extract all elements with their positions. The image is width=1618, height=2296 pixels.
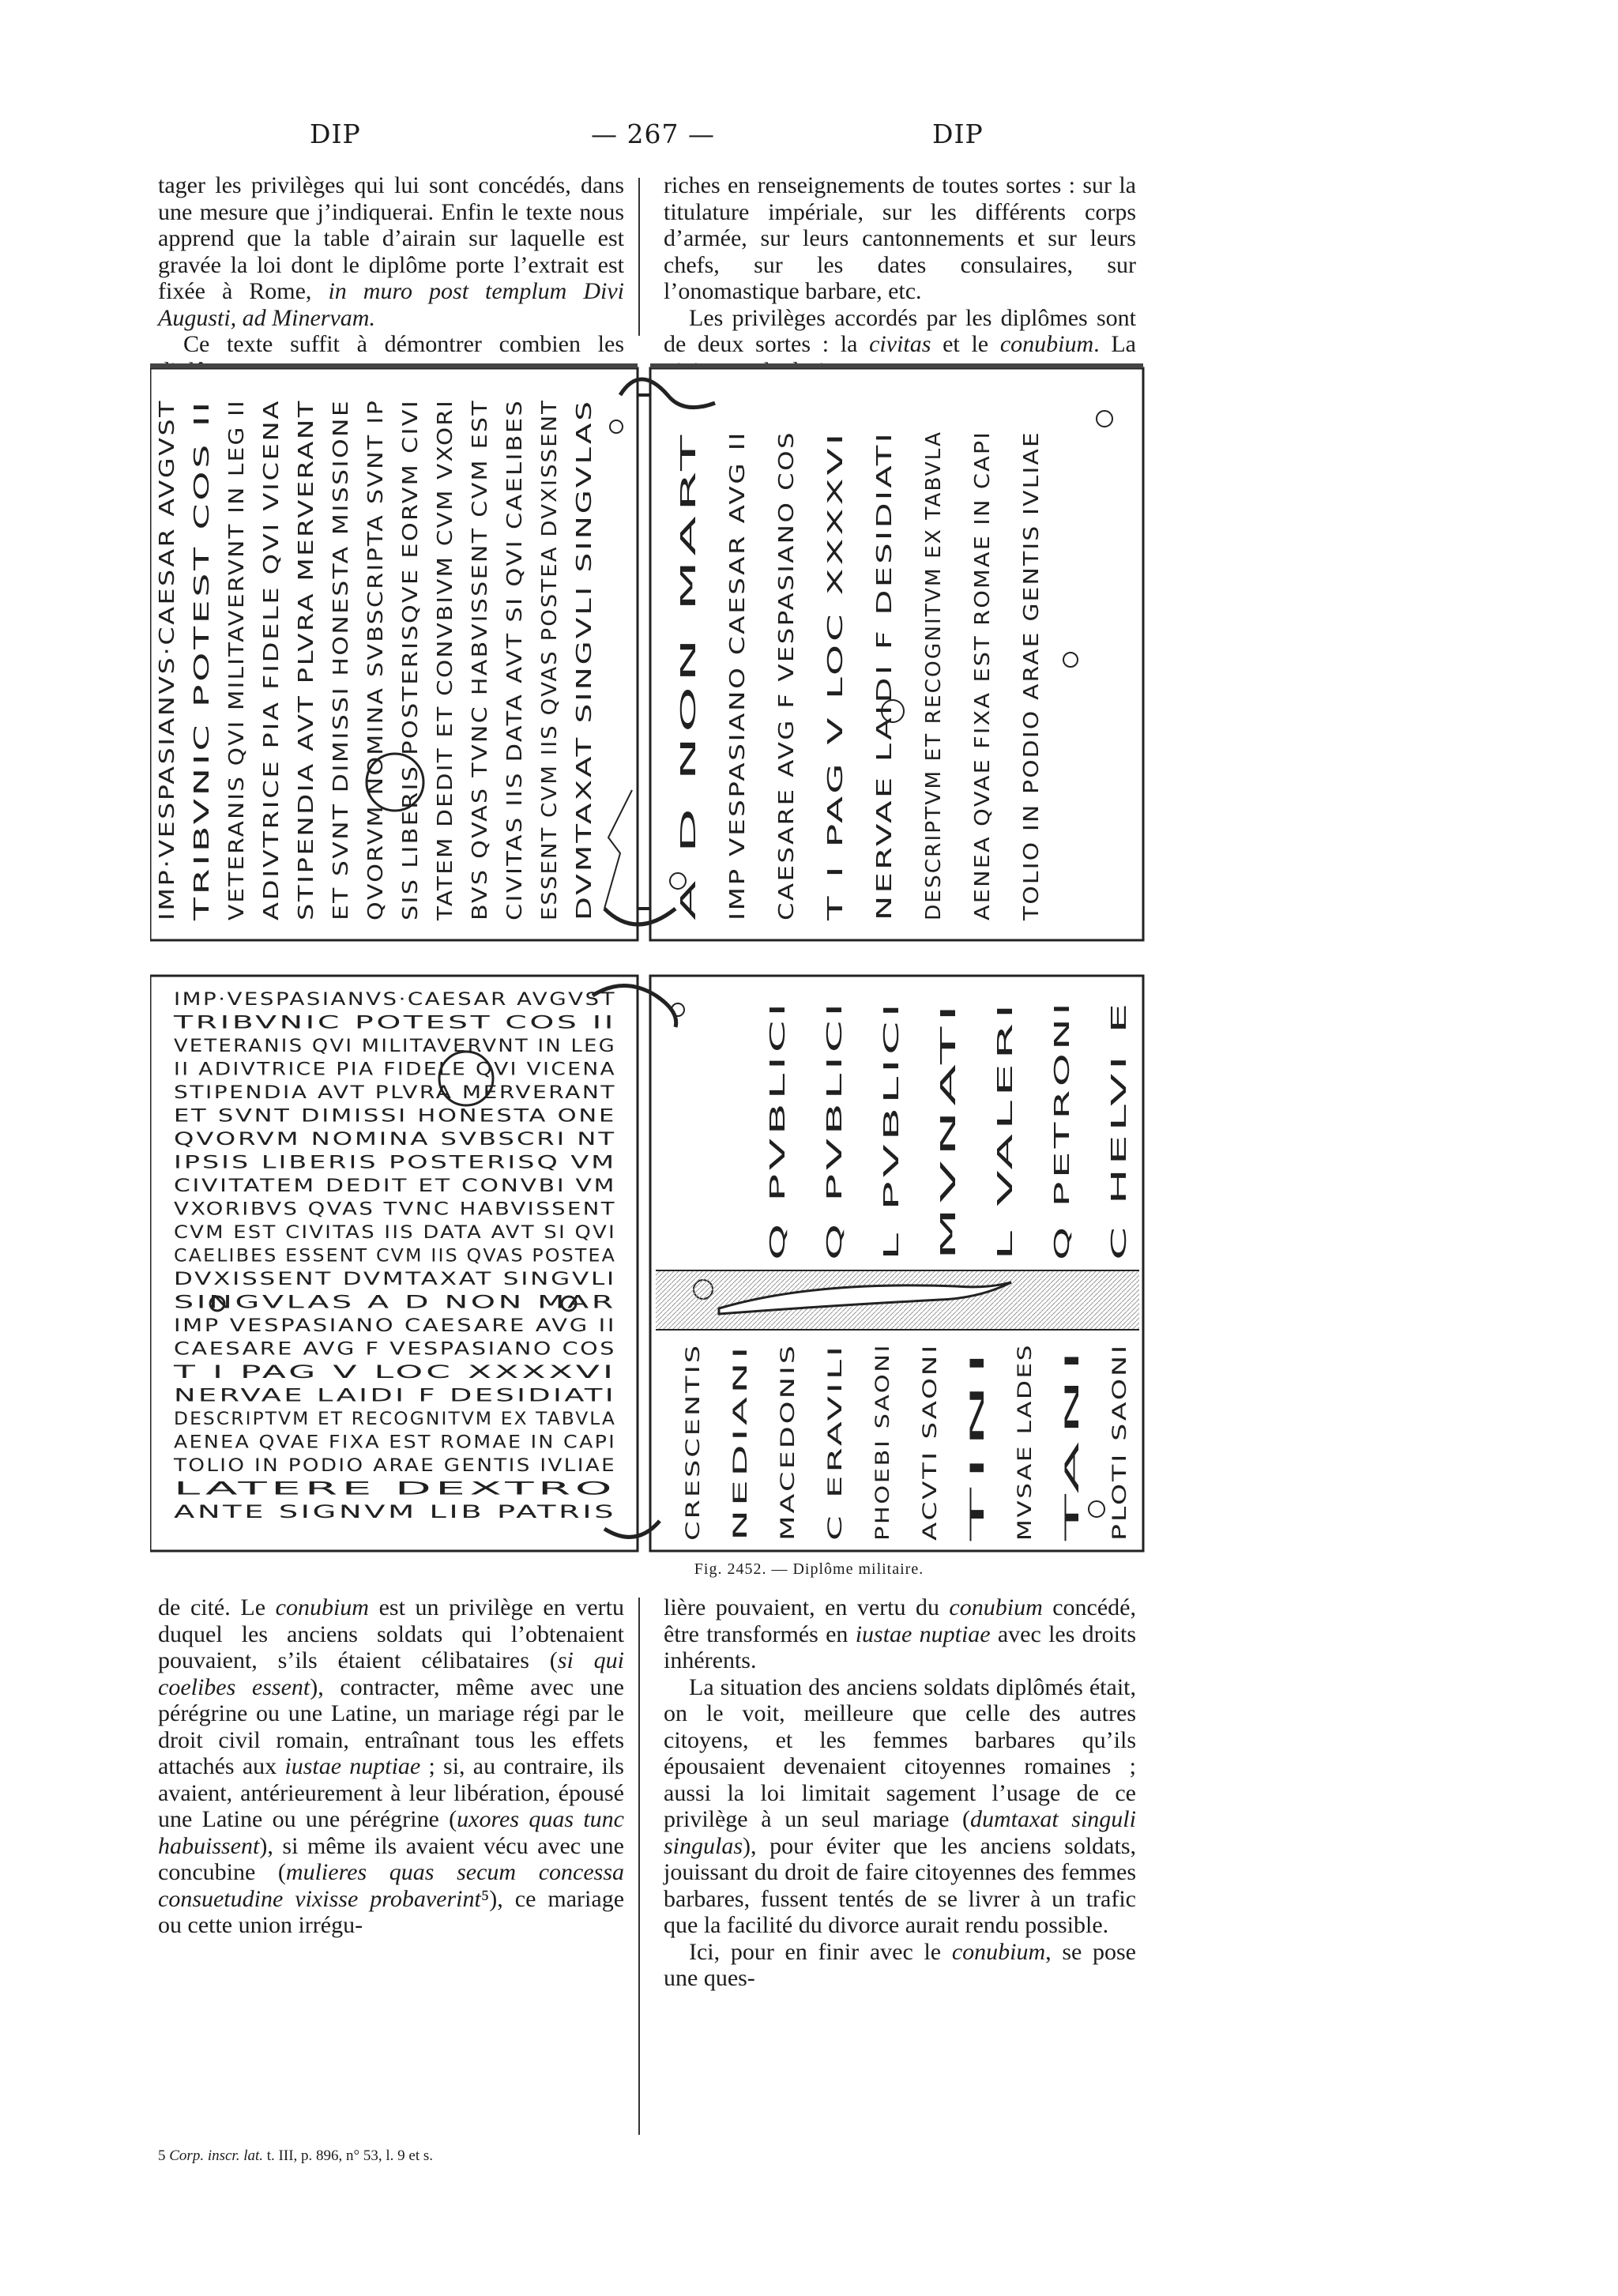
text-run: riches en renseignements de toutes sortes : sur la titulature impériale, sur les différents corps d’armée, sur leurs cantonnements et sur leurs chefs, sur les dates consulaires, sur l’onomastique barbare, etc. [664, 172, 1136, 304]
inscription-line: TRIBVNIC POTEST COS II [172, 1013, 616, 1033]
inscription-line: DESCRIPTVM ET RECOGNITVM EX TABVLA [174, 1410, 616, 1429]
inscription-line: AENEA QVAE FIXA EST ROMAE IN CAPI [971, 476, 995, 920]
paragraph [664, 1674, 1136, 1939]
italic-run: dumtaxat singuli singulas [664, 1806, 1136, 1859]
inscription-line: A D NON MART [677, 747, 701, 920]
inscription-line: TOLIO IN PODIO ARAE GENTIS IVLIAE [1020, 490, 1044, 920]
inscription-line: IMP VESPASIANO CAESARE AVG II [174, 1316, 616, 1336]
column-top-right [664, 172, 1136, 384]
italic-run: civitas [869, 331, 931, 357]
inscription-line: ESSENT CVM IIS QVAS POSTEA DVXISSENT [538, 426, 562, 920]
inscription-line: ADIVTRICE PIA FIDELE QVI VICENA [260, 518, 284, 920]
footnote [158, 2147, 433, 2165]
inscription-line: TINI [966, 1497, 988, 1541]
inscription-line: Q PETRONI [1051, 1133, 1074, 1260]
column-bottom-left [158, 1594, 624, 1939]
text-run: et le [931, 331, 1000, 357]
text-run: est un privilège en vertu duquel les anciens soldats qui l’obtenaient pouvaient, s’ils étaient célibataires ( [158, 1594, 624, 1673]
inscription-line: IMP VESPASIANO CAESAR AVG II [726, 546, 750, 920]
inscription-line: CIVITATEM DEDIT ET CONVBI VM [174, 1176, 616, 1196]
text-run: ⁵), ce mariage ou cette union irrégu- [158, 1885, 625, 1938]
inscription-line: NEDIANI [729, 1450, 751, 1541]
inscription-line: VETERANIS QVI MILITAVERVNT IN LEG II [225, 459, 249, 920]
italic-run: uxores quas tunc habuissent [158, 1806, 624, 1859]
inscription-line: SINGVLAS A D NON MAR [174, 1293, 616, 1313]
text-run: lière pouvaient, en vertu du [664, 1594, 950, 1620]
text-run: ), si même ils avaient vécu avec une concubine ( [158, 1832, 624, 1885]
rivet-hole [1089, 1501, 1104, 1517]
italic-run: conubium [951, 1938, 1046, 1965]
inscription-line: TRIBVNIC POTEST COS II [190, 634, 214, 920]
inscription-line: MVNATI [937, 1172, 961, 1260]
inscription-line: CAESARE AVG F VESPASIANO COS [174, 1339, 616, 1360]
inscription-line: SIS LIBERIS POSTERISQVE EORVM CIVI [399, 472, 423, 920]
text-run: Ici, pour en finir avec le [689, 1938, 952, 1965]
text-run: concédé, être transformés en [664, 1594, 1136, 1647]
text-run: ), pour éviter que les anciens soldats, jouissant du droit de faire citoyennes des femmes barbares, fussent tentés de se livrer à un trafic que la facilité du divorce aurait rendu possible. [664, 1832, 1136, 1938]
text-run: Les privilèges accordés par les diplômes sont de deux sortes : la [664, 304, 1136, 357]
inscription-line: IMP·VESPASIANVS·CAESAR AVGVST [174, 990, 616, 1010]
inscription-line: II ADIVTRICE PIA FIDELE QVI VICENA [174, 1060, 616, 1080]
plate-edge [650, 363, 1143, 368]
paragraph [664, 172, 1136, 305]
inscription-line: C ERAVILI [824, 1436, 846, 1541]
inscription-line: TATEM DEDIT ET CONVBIVM CVM VXORI [434, 458, 457, 920]
inscription-line: LATERE DEXTRO [174, 1479, 616, 1500]
inscription-line: L PVBLICI [880, 1149, 904, 1260]
rivet-hole [1097, 411, 1112, 427]
inscription-line: T I PAG V LOC XXXXVI [824, 664, 848, 920]
inscription-line: Q PVBLICI [823, 1144, 847, 1260]
inscription-line: DVMTAXAT SINGVLI SINGVLAS [573, 570, 596, 920]
inscription-line: ACVTI SAONI [919, 1401, 941, 1541]
text-run: tager les privilèges qui lui sont concédés, dans une mesure que j’indiquerai. Enfin le texte nous apprend que la table d’airain sur laquelle est gravée la loi dont le diplôme porte l’extrait est fixée à Rome, [158, 172, 624, 304]
inscription-line: NERVAE LAIDI F DESIDIATI [873, 615, 897, 920]
inscription-line: C HELVI E [1108, 1147, 1131, 1260]
italic-run: iustae nuptiae [284, 1753, 421, 1779]
text-run: avec les droits inhérents. [664, 1620, 1136, 1673]
inscription-line: BVS QVAS TVNC HABVISSENT CVM EST [468, 469, 492, 920]
text-run: 5 [158, 2147, 170, 2164]
inscription-line: DVXISSENT DVMTAXAT SINGVLI [174, 1270, 616, 1289]
plate-top-left [150, 368, 638, 940]
text-run: La situation des anciens soldats diplômés était, on le voit, meilleure que celle des autres citoyens, et les femmes barbares qu’ils épousaient devenaient citoyennes romaines ; aussi la loi limitait sagement l’usage de ce privilège à un seul mariage ( [664, 1673, 1136, 1832]
running-head-right: DIP [932, 119, 984, 149]
italic-run: si qui coelibes essent [158, 1647, 624, 1700]
text-run: Ce texte suffit à démontrer combien les [183, 331, 624, 357]
inscription-line: L VALERI [994, 1157, 1018, 1260]
running-head-left: DIP [310, 119, 361, 149]
inscription-line: PLOTI SAONI [1108, 1404, 1131, 1541]
column-top-left [158, 172, 624, 384]
inscription-line: AENEA QVAE FIXA EST ROMAE IN CAPI [174, 1432, 616, 1453]
inscription-line: CRESCENTIS [682, 1406, 704, 1541]
inscription-line: IPSIS LIBERIS POSTERISQ VM [174, 1153, 616, 1173]
inscription-line: CVM EST CIVITAS IIS DATA AVT SI QVI [174, 1223, 616, 1243]
italic-run: iustae nuptiae [855, 1620, 991, 1647]
column-bottom-right [664, 1594, 1136, 1992]
inscription-line: NERVAE LAIDI F DESIDIATI [174, 1386, 616, 1406]
inscription-line: QVORVM NOMINA SVBSCRIPTA SVNT IP [364, 469, 388, 920]
inscription-line: CAELIBES ESSENT CVM IIS QVAS POSTEA [174, 1246, 616, 1267]
inscription-line: STIPENDIA AVT PLVRA MERVERANT [295, 518, 318, 920]
text-run: ), contracter, même avec une pérégrine ou une Latine, un mariage régi par le droit civil romain, entraînant tous les effets attachés aux [158, 1673, 624, 1779]
inscription-line: TOLIO IN PODIO ARAE GENTIS IVLIAE [172, 1456, 616, 1476]
text-run: de cité. Le [158, 1594, 276, 1620]
inscription-line: ANTE SIGNVM LIB PATRIS [174, 1503, 616, 1523]
paragraph [158, 1594, 624, 1939]
text-run: ; si, au contraire, ils avaient, antérieurement à leur libération, épousé une Latine ou une pérégrine ( [158, 1753, 624, 1832]
text-run: t. III, p. 896, n° 53, l. 9 et s. [263, 2147, 434, 2164]
paragraph [158, 172, 624, 331]
italic-run: in muro post templum Divi Augusti, ad Minervam. [158, 278, 624, 331]
paragraph [664, 1939, 1136, 1992]
inscription-line: CIVITAS IIS DATA AVT SI QVI CAELIBES [503, 473, 527, 920]
italic-run: Corp. inscr. lat. [169, 2147, 264, 2164]
rivet-hole [1063, 653, 1078, 667]
military-diploma-figure [150, 363, 1146, 1553]
inscription-line: CAESARE AVG F VESPASIANO COS [775, 525, 799, 920]
italic-run: conubium [949, 1594, 1043, 1620]
inscription-line: VETERANIS QVI MILITAVERVNT IN LEG [174, 1037, 616, 1056]
italic-run: conubium [275, 1594, 369, 1620]
inscription-line: QVORVM NOMINA SVBSCRI NT [174, 1130, 616, 1150]
inscription-line: ET SVNT DIMISSI HONESTA ONE [174, 1106, 616, 1127]
inscription-line: IMP·VESPASIANVS·CAESAR AVGVST [156, 512, 179, 920]
figure-caption: Fig. 2452. — Diplôme militaire. [694, 1560, 924, 1578]
italic-run: mulieres quas secum concessa consuetudine vixisse probaverint [158, 1859, 624, 1912]
inscription-line: Q PVBLICI [766, 1144, 790, 1260]
inscription-line: DESCRIPTVM ET RECOGNITVM EX TABVLA [922, 436, 946, 920]
inscription-line: ET SVNT DIMISSI HONESTA MISSIONE [329, 487, 353, 920]
text-run: , se pose une ques- [664, 1938, 1136, 1991]
inscription-bottom-left [172, 990, 616, 1523]
inscription-line: MVSAE LADES [1014, 1387, 1036, 1541]
inscription-line: PHOEBI SAONI [871, 1384, 894, 1541]
paragraph [664, 1594, 1136, 1674]
inscription-line: VXORIBVS QVAS TVNC HABVISSENT [174, 1199, 616, 1220]
inscription-line: T I PAG V LOC XXXXVI [171, 1363, 616, 1383]
inscription-line: TANI [1061, 1491, 1083, 1541]
inscription-line: MACEDONIS [777, 1410, 799, 1541]
inscription-line: STIPENDIA AVT PLVRA MERVERANT [174, 1083, 616, 1103]
italic-run: conubium [999, 331, 1094, 357]
page-number: — 267 — [591, 119, 715, 149]
text-run: . La [1093, 331, 1136, 357]
column-divider [638, 178, 640, 336]
column-divider [638, 1598, 640, 2135]
plate-edge [150, 363, 638, 368]
